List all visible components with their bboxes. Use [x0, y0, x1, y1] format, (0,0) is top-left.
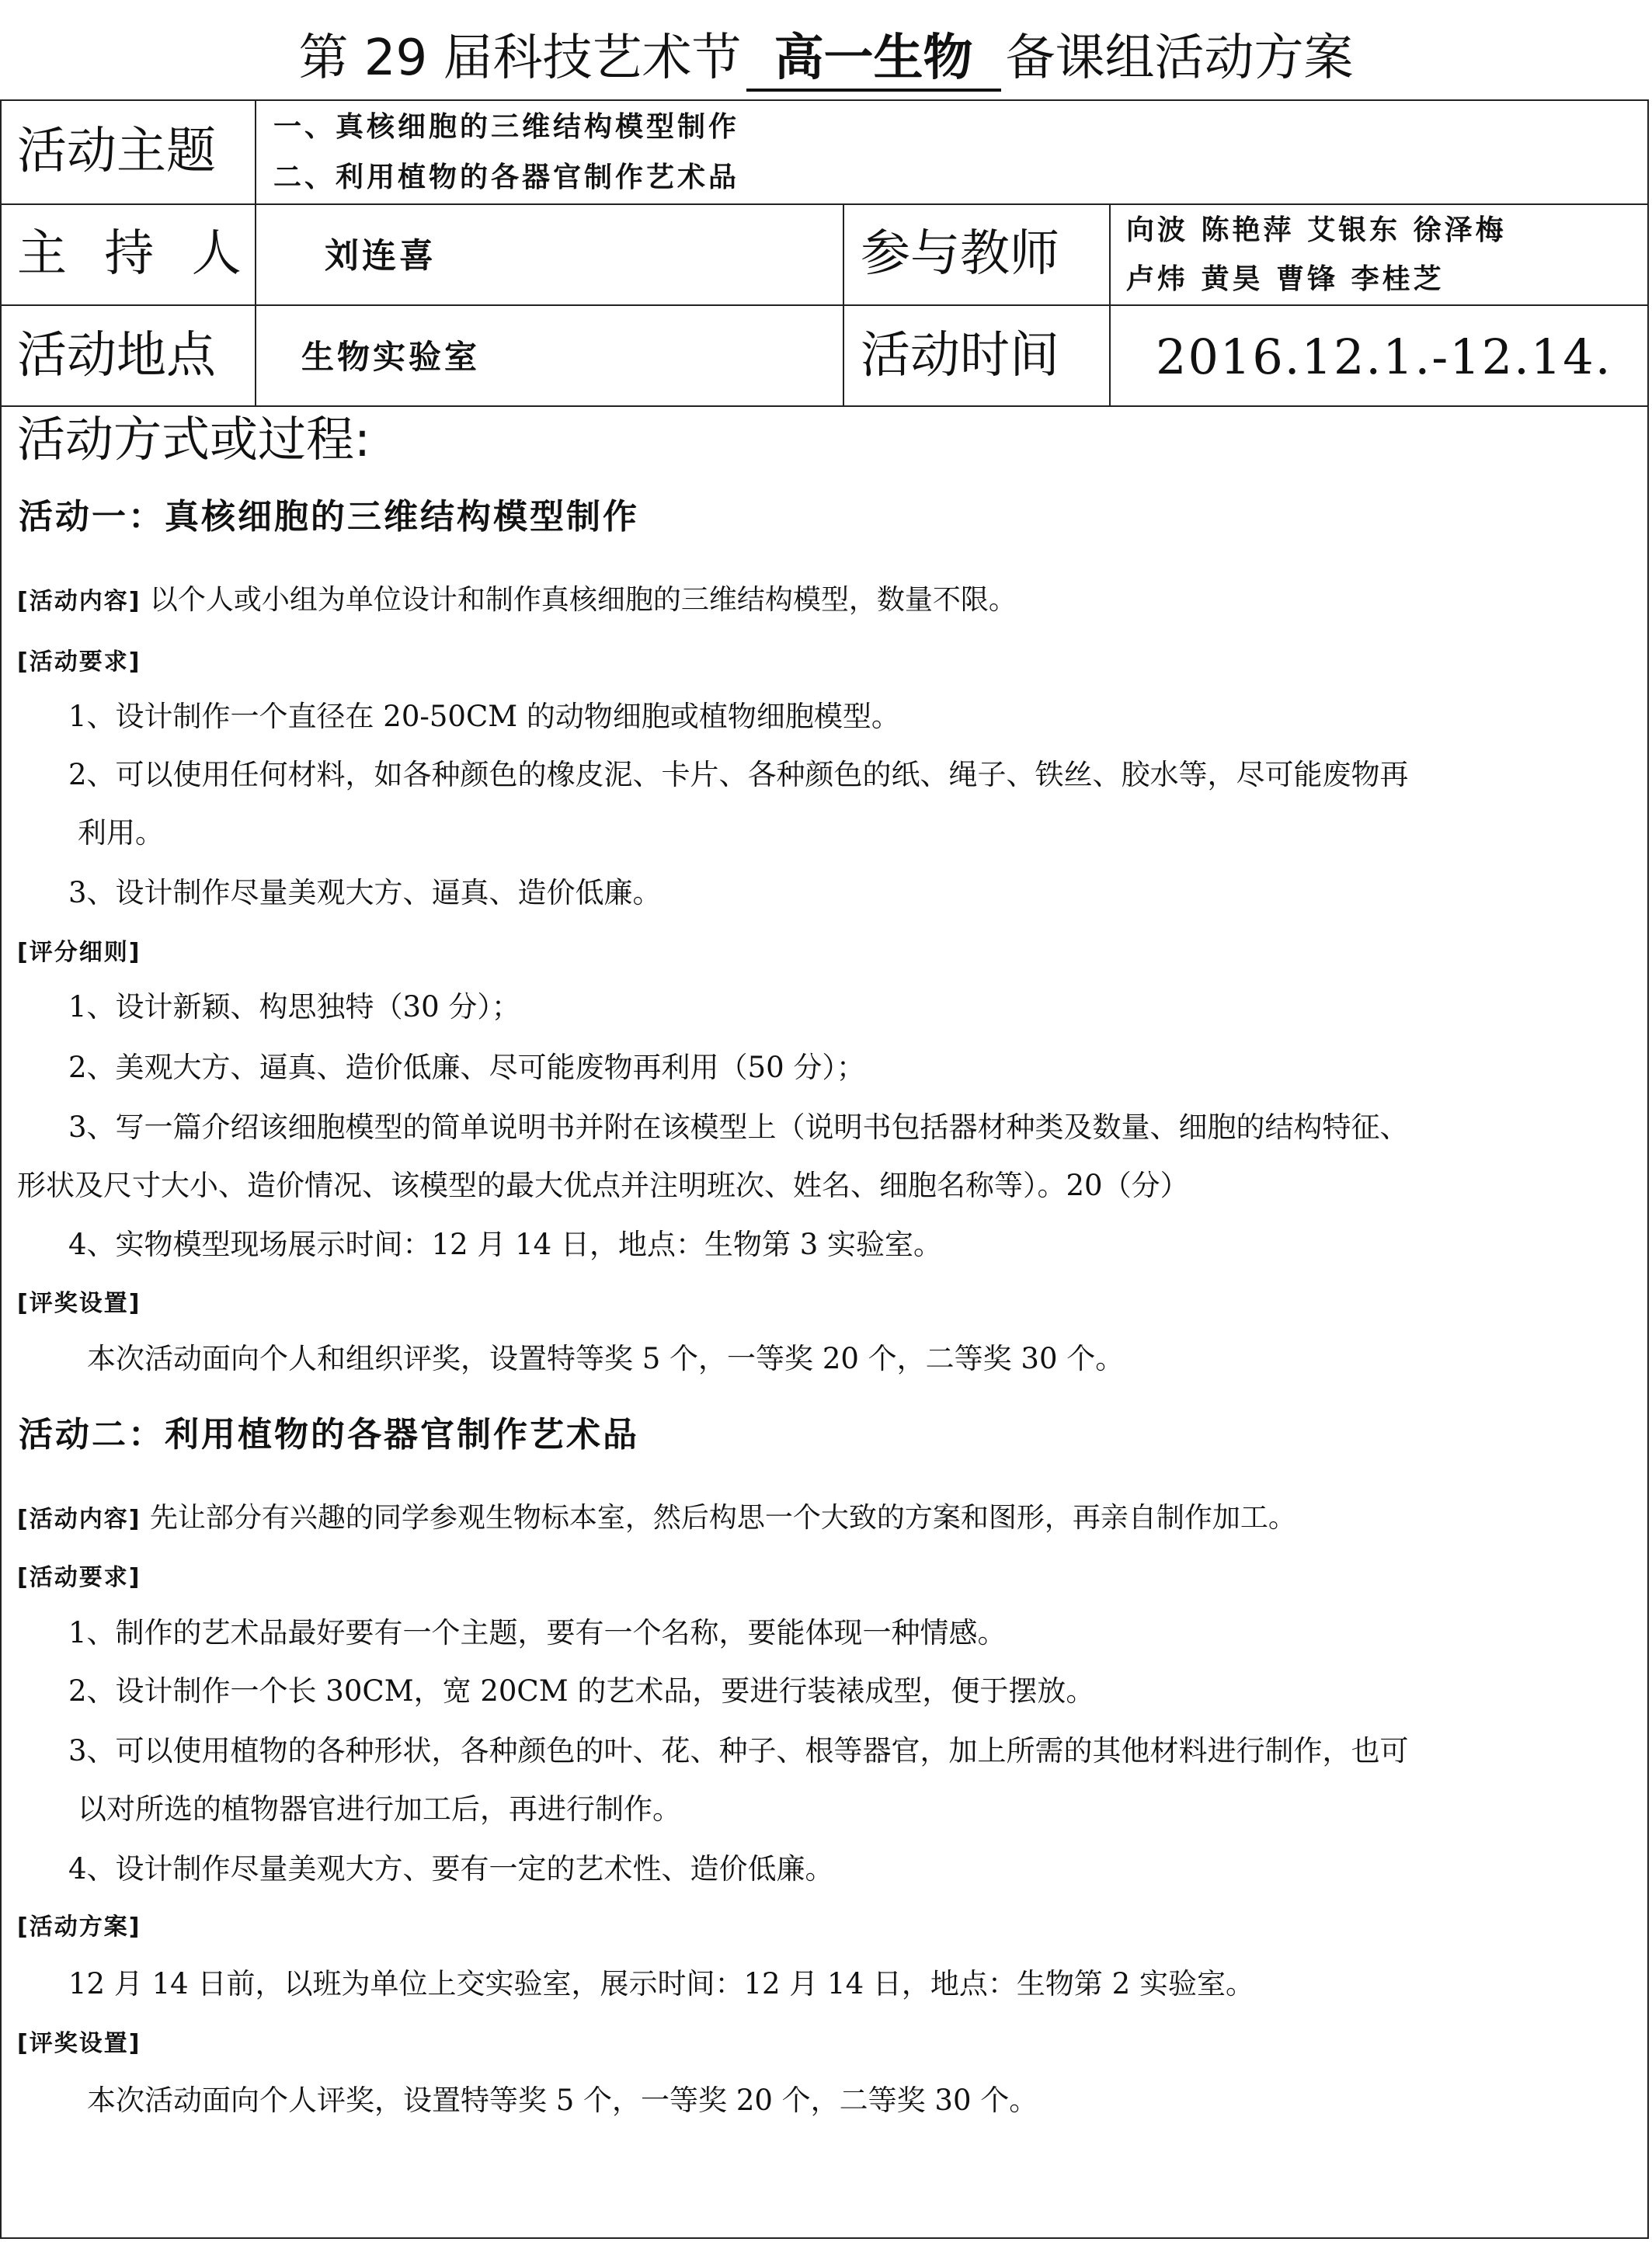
activity-2-plan-tag-line	[17, 1907, 141, 1947]
teachers-line-1: 向波 陈艳萍 艾银东 徐泽梅	[1126, 214, 1507, 246]
col-divider-3	[1109, 203, 1111, 405]
row-divider-3	[0, 405, 1649, 407]
activity-2-award-tag-line	[17, 2023, 141, 2063]
time-value: 2016.12.1.-12.14.	[1156, 328, 1612, 385]
activity-2-content	[17, 1499, 1296, 1539]
activity-2-req-4: 4、设计制作尽量美观大方、要有一定的艺术性、造价低廉。	[68, 1852, 834, 1886]
activity-1-score-4: 4、实物模型现场展示时间：12 月 14 日，地点：生物第 3 实验室。	[68, 1228, 943, 1261]
activity-1-content	[17, 581, 1017, 621]
activity-2-req-2: 2、设计制作一个长 30CM，宽 20CM 的艺术品，要进行装裱成型，便于摆放。	[68, 1674, 1095, 1708]
activity-2-req-tag-line	[17, 1557, 141, 1597]
row-divider-1	[0, 203, 1649, 205]
activity-1-award-tag: [评奖设置]	[17, 1290, 141, 1317]
title-prefix: 第 29 届科技艺术节	[298, 30, 742, 87]
place-value: 生物实验室	[301, 338, 481, 376]
theme-label: 活动主题	[17, 123, 216, 180]
activity-2-plan-text: 12 月 14 日前，以班为单位上交实验室，展示时间：12 月 14 日，地点：生物第 2 实验室。	[68, 1967, 1254, 2000]
activity-1-req-2-cont: 利用。	[78, 816, 164, 850]
row-divider-2	[0, 304, 1649, 306]
activity-1-req-tag-line	[17, 641, 141, 682]
activity-2-req-3: 3、可以使用植物的各种形状，各种颜色的叶、花、种子、根等器官，加上所需的其他材料进行制作，也可	[68, 1734, 1409, 1768]
activity-2-req-3-cont: 以对所选的植物器官进行加工后，再进行制作。	[78, 1792, 681, 1826]
activity-2-title: 活动二：利用植物的各器官制作艺术品	[19, 1415, 639, 1455]
activity-1-score-tag-line	[17, 932, 141, 972]
page-title	[0, 23, 1652, 93]
theme-item-2: 二、利用植物的各器官制作艺术品	[273, 162, 740, 193]
activity-1-req-3: 3、设计制作尽量美观大方、逼真、造价低廉。	[68, 876, 662, 909]
time-label: 活动时间	[861, 327, 1059, 384]
activity-2-content-text: 先让部分有兴趣的同学参观生物标本室，然后构思一个大致的方案和图形，再亲自制作加工。	[149, 1502, 1296, 1534]
activity-1-req-tag: [活动要求]	[17, 648, 141, 676]
process-heading: 活动方式或过程:	[17, 411, 370, 468]
activity-1-score-1: 1、设计新颖、构思独特（30 分）；	[68, 990, 520, 1024]
activity-1-content-tag: [活动内容]	[17, 588, 141, 615]
activity-1-score-tag: [评分细则]	[17, 939, 141, 966]
theme-item-1: 一、真核细胞的三维结构模型制作	[273, 111, 740, 143]
col-divider-1	[255, 99, 256, 405]
title-suffix: 备课组活动方案	[1005, 30, 1354, 87]
activity-1-title: 活动一：真核细胞的三维结构模型制作	[19, 497, 639, 537]
place-label: 活动地点	[17, 327, 216, 384]
activity-2-award-text: 本次活动面向个人评奖，设置特等奖 5 个，一等奖 20 个，二等奖 30 个。	[87, 2084, 1038, 2117]
activity-2-award-tag: [评奖设置]	[17, 2030, 141, 2057]
col-divider-2	[843, 203, 844, 405]
activity-2-plan-tag: [活动方案]	[17, 1914, 141, 1941]
activity-2-content-tag: [活动内容]	[17, 1506, 141, 1533]
activity-1-score-3: 3、写一篇介绍该细胞模型的简单说明书并附在该模型上（说明书包括器材种类及数量、细胞的结构特征、	[68, 1111, 1409, 1144]
activity-2-req-tag: [活动要求]	[17, 1564, 141, 1591]
host-name: 刘连喜	[325, 236, 436, 276]
activity-1-award-tag-line	[17, 1283, 141, 1323]
activity-1-req-2: 2、可以使用任何材料，如各种颜色的橡皮泥、卡片、各种颜色的纸、绳子、铁丝、胶水等，尽可能废物再	[68, 758, 1409, 791]
title-subject: 高一生物	[746, 28, 1001, 92]
host-label: 主 持 人	[17, 225, 252, 283]
activity-1-award-text: 本次活动面向个人和组织评奖，设置特等奖 5 个，一等奖 20 个，二等奖 30 个。	[87, 1342, 1125, 1375]
teachers-label: 参与教师	[861, 225, 1059, 283]
activity-1-score-2: 2、美观大方、逼真、造价低廉、尽可能废物再利用（50 分）；	[68, 1051, 865, 1084]
activity-1-content-text: 以个人或小组为单位设计和制作真核细胞的三维结构模型，数量不限。	[149, 584, 1017, 616]
activity-1-score-3-cont: 形状及尺寸大小、造价情况、该模型的最大优点并注明班次、姓名、细胞名称等）。20（分）	[17, 1169, 1189, 1202]
teachers-line-2: 卢炜 黄昊 曹锋 李桂芝	[1126, 263, 1445, 295]
activity-2-req-1: 1、制作的艺术品最好要有一个主题，要有一个名称，要能体现一种情感。	[68, 1616, 1007, 1649]
activity-1-req-1: 1、设计制作一个直径在 20-50CM 的动物细胞或植物细胞模型。	[68, 700, 900, 733]
